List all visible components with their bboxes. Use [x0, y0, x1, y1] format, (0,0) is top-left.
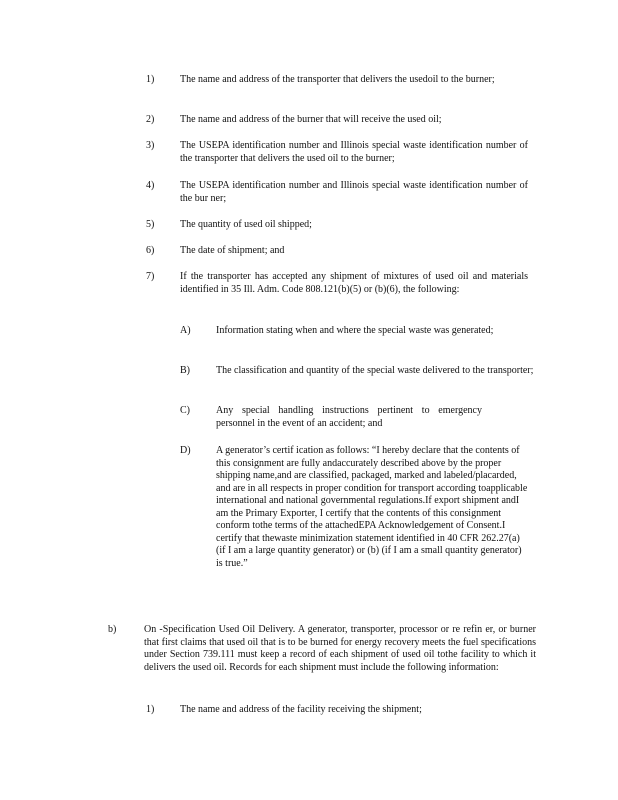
list-item-text: The USEPA identification number and Illinois special waste identification number of the bur ner;	[180, 180, 528, 204]
sub-item-text: A generator’s certif ication as follows: “I hereby declare that the contents of this consignment are fully andaccurately described above by the proper shipping name,and are classified, packaged, marked and labeled/placarded, and are in all respects in proper condition for transport according toapplicable international and national governmental regulations.If export shipment andI am the Primary Exporter, I certify that the contents of this consignment conform tothe terms of the attachedEPA Acknowledgement of Consent.I certify that thewaste minimization statement identified in 40 CFR 262.27(a) (if I am a large quantity generator) or (b) (if I am a small quantity generator) is true.”	[216, 445, 528, 569]
list-item-text: The name and address of the burner that will receive the used oil;	[180, 114, 442, 125]
list-item-label: 1)	[146, 74, 155, 85]
sub-item-label: D)	[180, 445, 191, 456]
list-item-label: 5)	[146, 219, 155, 230]
list-item-text: The name and address of the transporter that delivers the usedoil to the burner;	[180, 74, 495, 85]
list-item-label: 7)	[146, 271, 155, 282]
list-item-label: 4)	[146, 180, 155, 191]
sub-item-text: Information stating when and where the special waste was generated;	[216, 325, 494, 336]
list-item-text: The quantity of used oil shipped;	[180, 219, 312, 230]
sub-item-text: The classification and quantity of the special waste delivered to the transporter;	[216, 365, 534, 376]
sub-item-label: A)	[180, 325, 191, 336]
list-item-label: 2)	[146, 114, 155, 125]
list-item-label: 3)	[146, 140, 155, 151]
list-item-text: The USEPA identification number and Illinois special waste identification number of the transporter that delivers the used oil to the burner;	[180, 140, 528, 164]
list-item-label: 1)	[146, 704, 155, 715]
list-item-text: The date of shipment; and	[180, 245, 285, 256]
section-b-label: b)	[108, 624, 117, 635]
sub-item-label: C)	[180, 405, 190, 416]
list-item-text: The name and address of the facility receiving the shipment;	[180, 704, 422, 715]
section-b-text: On -Specification Used Oil Delivery. A generator, transporter, processor or re refin er, or burner that first claims that used oil that is to be burned for energy recovery meets the fuel specifications under Section 739.111 must keep a record of each shipment of used oil tothe facility to which it delivers the used oil. Records for each shipment must include the following information:	[144, 624, 536, 673]
sub-item-text: Any special handling instructions pertinent to emergency personnel in the event of an accident; and	[216, 405, 482, 429]
list-item-label: 6)	[146, 245, 155, 256]
sub-item-label: B)	[180, 365, 190, 376]
list-item-text: If the transporter has accepted any shipment of mixtures of used oil and materials identified in 35 Ill. Adm. Code 808.121(b)(5) or (b)(6), the following:	[180, 271, 528, 295]
